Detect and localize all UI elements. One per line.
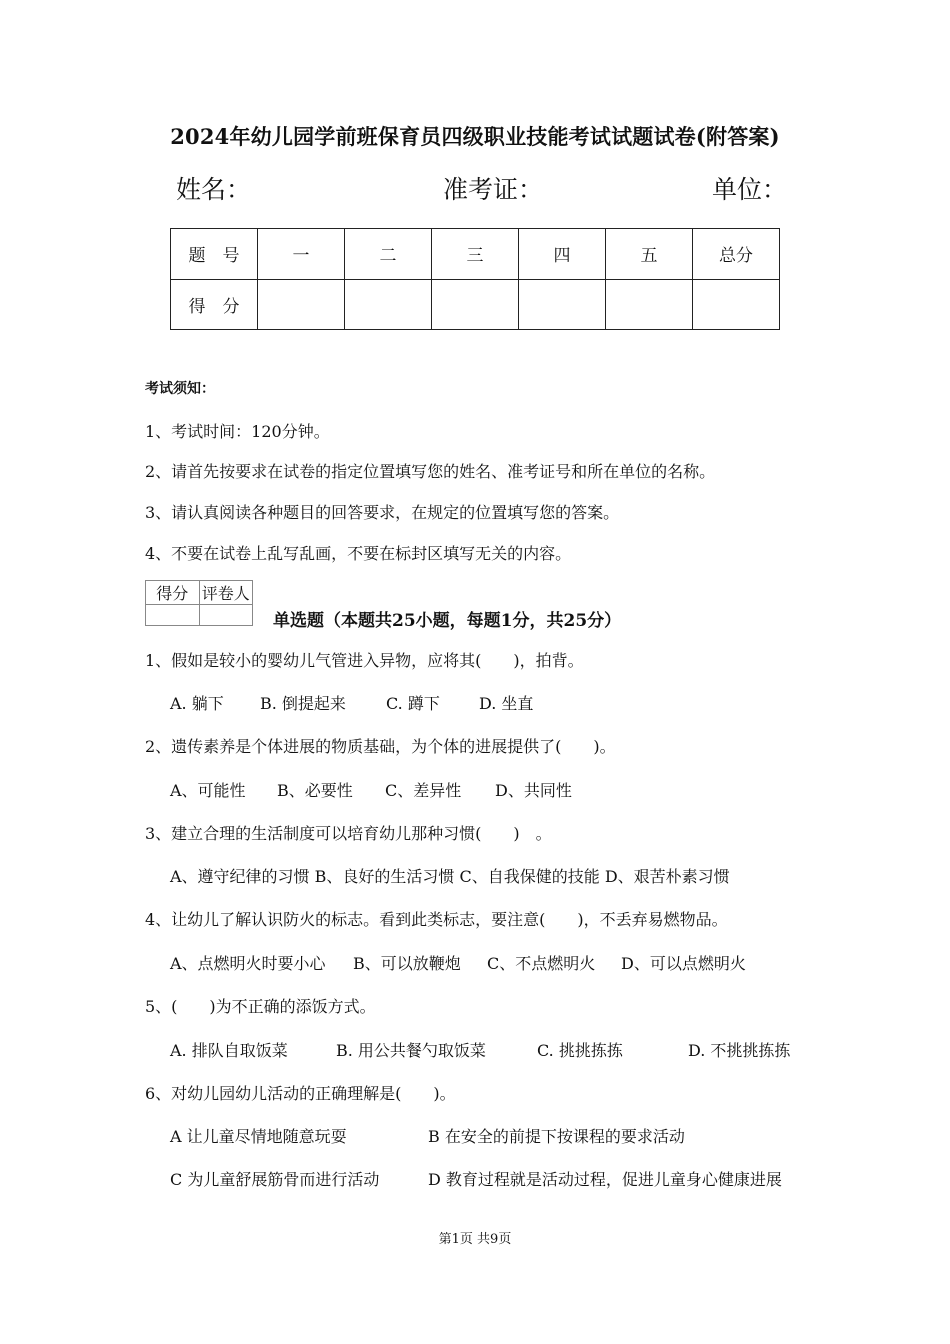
option-b: B. 倒提起来 [260, 694, 346, 713]
page-footer: 第1页 共9页 [438, 1232, 512, 1247]
question-number-header: 题 号 [171, 229, 258, 280]
section-3-header: 三 [432, 229, 519, 280]
notice-title: 考试须知： [145, 381, 215, 397]
question-4: 4、让幼儿了解认识防火的标志。看到此类标志，要注意( )，不丢弃易燃物品。 [145, 910, 728, 929]
document-title: 2024年幼儿园学前班保育员四级职业技能考试试题试卷(附答案) [170, 124, 780, 149]
option-d: D、共同性 [495, 781, 572, 800]
grader-score-label: 得分 [146, 581, 200, 605]
section-4-header: 四 [519, 229, 606, 280]
score-table [170, 228, 780, 330]
question-3: 3、建立合理的生活制度可以培育幼儿那种习惯( ) 。 [145, 824, 552, 843]
score-row-label: 得 分 [171, 279, 258, 330]
option-d: D、可以点燃明火 [621, 954, 746, 973]
option-a: A、可能性 [170, 781, 246, 800]
option-c: C. 挑挑拣拣 [537, 1041, 623, 1060]
notice-item: 2、请首先按要求在试卷的指定位置填写您的姓名、准考证号和所在单位的名称。 [145, 462, 716, 481]
score-table-header-row [171, 229, 780, 280]
grader-reviewer-label: 评卷人 [199, 581, 253, 605]
name-label: 姓名： [176, 175, 252, 204]
section-title: 单选题（本题共25小题，每题1分，共25分） [273, 611, 622, 631]
option-d: D. 不挑挑拣拣 [688, 1041, 791, 1060]
score-cell-4[interactable] [519, 279, 606, 330]
grader-box [145, 580, 253, 626]
section-5-header: 五 [606, 229, 693, 280]
exam-number-label: 准考证： [443, 175, 544, 204]
option-b: B. 用公共餐勺取饭菜 [336, 1041, 486, 1060]
notice-item: 3、请认真阅读各种题目的回答要求，在规定的位置填写您的答案。 [145, 503, 620, 522]
score-cell-3[interactable] [432, 279, 519, 330]
unit-label: 单位： [712, 175, 788, 204]
option-d: D 教育过程就是活动过程，促进儿童身心健康进展 [428, 1170, 782, 1189]
option-a: A 让儿童尽情地随意玩耍 [170, 1127, 347, 1146]
question-2: 2、遗传素养是个体进展的物质基础，为个体的进展提供了( )。 [145, 737, 616, 756]
option-all: A、遵守纪律的习惯 B、良好的生活习惯 C、自我保健的技能 D、艰苦朴素习惯 [170, 867, 730, 886]
question-6: 6、对幼儿园幼儿活动的正确理解是( )。 [145, 1084, 456, 1103]
score-cell-5[interactable] [606, 279, 693, 330]
option-d: D. 坐直 [479, 694, 534, 713]
option-c: C、差异性 [385, 781, 462, 800]
notice-item: 1、考试时间：120分钟。 [145, 422, 330, 441]
question-5: 5、( )为不正确的添饭方式。 [145, 997, 376, 1016]
score-cell-total[interactable] [693, 279, 780, 330]
section-2-header: 二 [345, 229, 432, 280]
option-c: C、不点燃明火 [487, 954, 596, 973]
option-c: C. 蹲下 [386, 694, 440, 713]
grader-reviewer-cell[interactable] [199, 605, 253, 626]
option-a: A. 躺下 [170, 694, 224, 713]
score-cell-2[interactable] [345, 279, 432, 330]
option-a: A. 排队自取饭菜 [170, 1041, 288, 1060]
question-1: 1、假如是较小的婴幼儿气管进入异物，应将其( )，拍背。 [145, 651, 584, 670]
score-cell-1[interactable] [258, 279, 345, 330]
score-table-score-row [171, 279, 780, 330]
option-a: A、点燃明火时要小心 [170, 954, 326, 973]
grader-score-cell[interactable] [146, 605, 200, 626]
option-c: C 为儿童舒展筋骨而进行活动 [170, 1170, 380, 1189]
section-1-header: 一 [258, 229, 345, 280]
option-b: B、必要性 [277, 781, 353, 800]
option-b: B 在安全的前提下按课程的要求活动 [428, 1127, 685, 1146]
option-b: B、可以放鞭炮 [353, 954, 461, 973]
notice-item: 4、不要在试卷上乱写乱画，不要在标封区填写无关的内容。 [145, 544, 572, 563]
total-score-header: 总分 [693, 229, 780, 280]
